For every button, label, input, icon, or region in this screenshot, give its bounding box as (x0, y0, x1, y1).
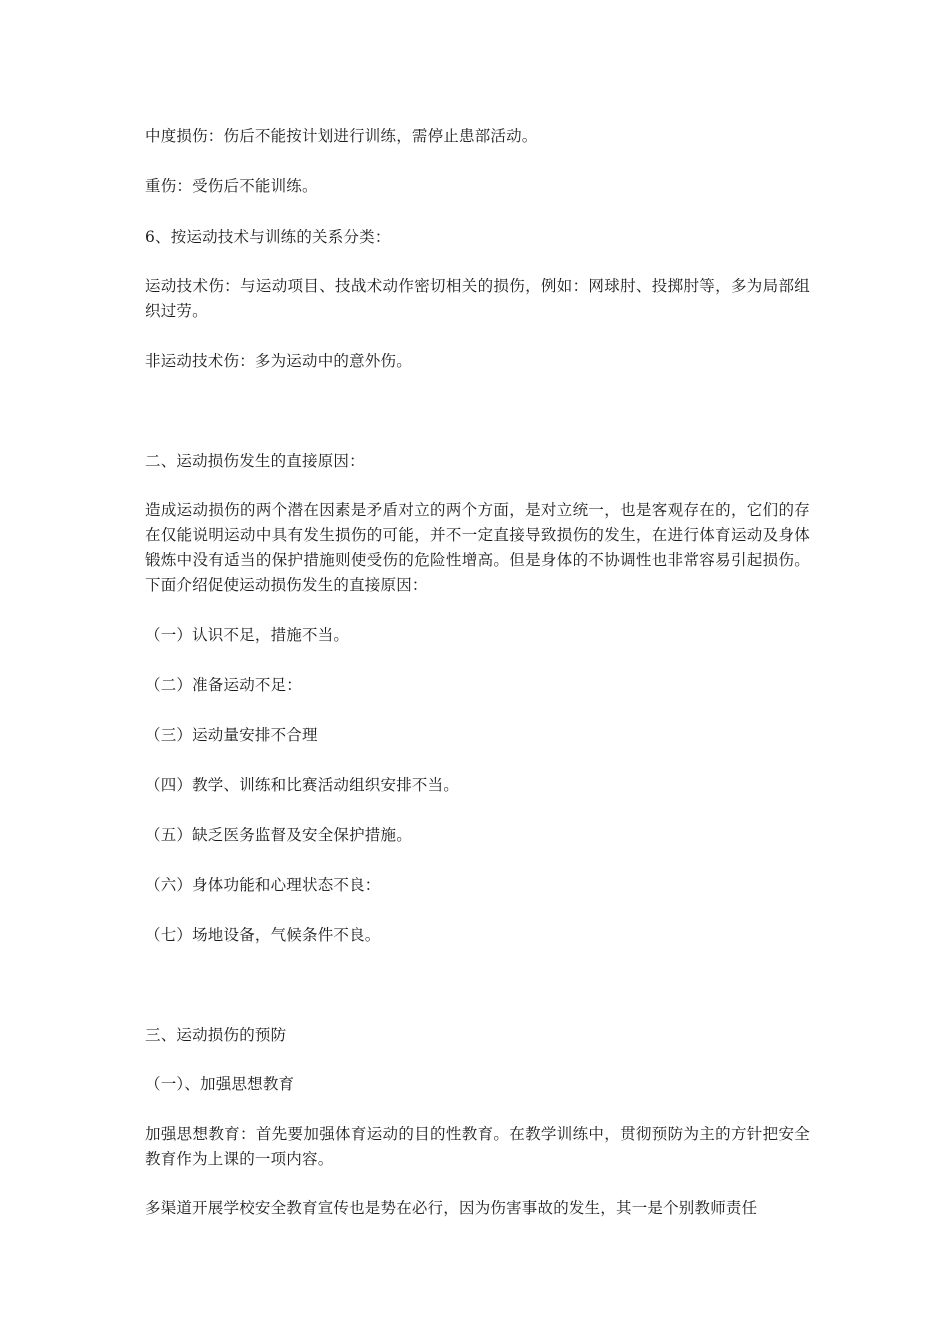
cause-item-1: （一）认识不足，措施不当。 (145, 626, 350, 644)
subheading-ideological-education: （一）、加强思想教育 (145, 1075, 295, 1093)
cause-item-2: （二）准备运动不足： (145, 676, 303, 694)
paragraph-severe-injury: 重伤：受伤后不能训练。 (145, 177, 318, 195)
cause-item-3: （三）运动量安排不合理 (145, 726, 318, 744)
paragraph-moderate-injury: 中度损伤：伤后不能按计划进行训练，需停止患部活动。 (145, 127, 538, 145)
cause-item-6: （六）身体功能和心理状态不良： (145, 876, 381, 894)
cause-item-4: （四）教学、训练和比赛活动组织安排不当。 (145, 776, 460, 794)
paragraph-safety-promotion: 多渠道开展学校安全教育宣传也是势在必行，因为伤害事故的发生，其一是个别教师责任 (145, 1199, 758, 1217)
heading-classification-6: 6、按运动技术与训练的关系分类： (145, 228, 391, 246)
section-heading-direct-causes: 二、运动损伤发生的直接原因： (145, 452, 365, 470)
cause-item-5: （五）缺乏医务监督及安全保护措施。 (145, 826, 412, 844)
paragraph-non-technical-injury: 非运动技术伤：多为运动中的意外伤。 (145, 352, 412, 370)
cause-item-7: （七）场地设备，气候条件不良。 (145, 926, 381, 944)
paragraph-ideological-education: 加强思想教育：首先要加强体育运动的目的性教育。在教学训练中，贯彻预防为主的方针把安全教育作为上课的一项内容。 (145, 1125, 810, 1168)
section-heading-prevention: 三、运动损伤的预防 (145, 1026, 287, 1044)
paragraph-direct-causes-intro: 造成运动损伤的两个潜在因素是矛盾对立的两个方面，是对立统一，也是客观存在的，它们的存在仅能说明运动中具有发生损伤的可能，并不一定直接导致损伤的发生，在进行体育运动及身体锻炼中没有适当的保护措施则使受伤的危险性增高。但是身体的不协调性也非常容易引起损伤。下面介绍促使运动损伤发生的直接原因： (145, 501, 810, 594)
paragraph-technical-injury: 运动技术伤：与运动项目、技战术动作密切相关的损伤，例如：网球肘、投掷肘等，多为局部组织过劳。 (145, 277, 810, 320)
